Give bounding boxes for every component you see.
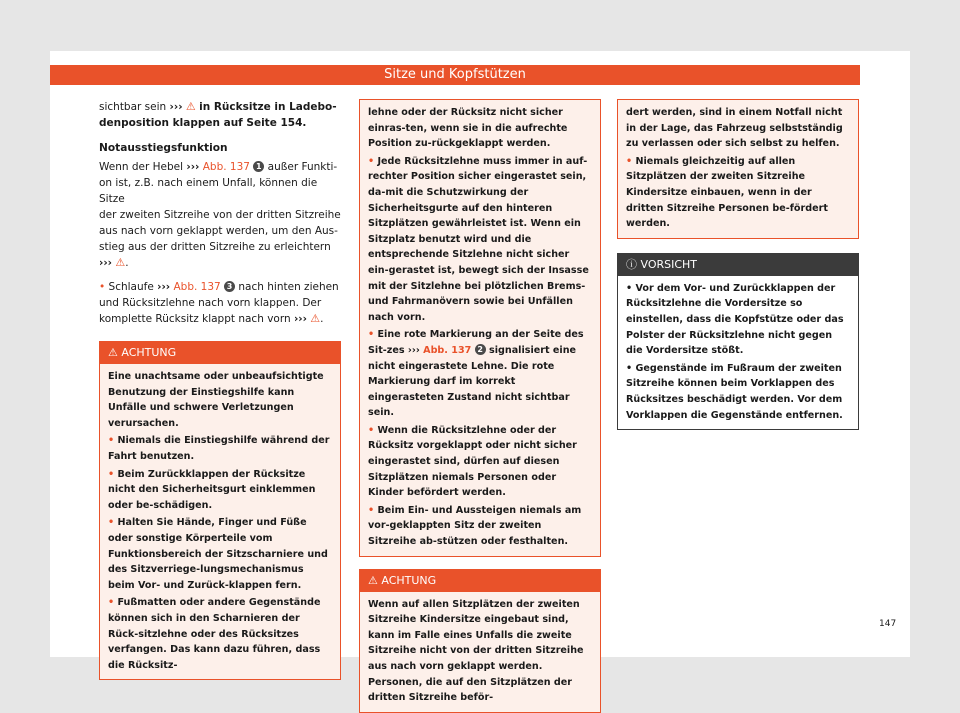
callout-number: 3 [224,281,235,292]
bullet-icon: • [108,517,115,529]
paragraph-schlaufe: • Schlaufe ››› Abb. 137 3 nach hinten ziehen und Rücksitzlehne nach vorn klappen. Der komplette Rücksitz klappt nach vorn ››› ⚠. [99,281,339,325]
text: Wenn der Hebel [99,161,184,173]
warning-item [368,327,592,421]
warning-box-continued [359,99,601,557]
bullet-icon: • [108,468,115,480]
arrows: ››› [157,281,171,293]
caution-box-body [618,276,858,429]
warning-item-text: Halten Sie Hände, Finger und Füße oder sonstige Körperteile vom Funktionsbereich der Sitzscharniere und des Sitzverriege-lungsmechanismus beim Vor- und Zurück-klappen fern. [108,517,328,591]
warning-box-body [100,364,340,679]
bullet-icon: • [108,597,115,609]
bullet-icon: • [368,329,375,341]
warning-item-text: Fußmatten oder andere Gegenstände können sich in den Scharnieren der Rück-sitzlehne oder des Rücksitzes verfangen. Das kann dazu führen, dass die Rücksitz- [108,597,321,671]
caution-item [626,281,850,359]
column-1 [99,99,341,680]
warning-text: Wenn auf allen Sitzplätzen der zweiten Sitzreihe Kindersitze eingebaut sind, kann im Falle eines Unfalls die zweite Sitzreihe nicht von der dritten Sitzreihe aus nach vorn geklappt werden. Personen, die auf den Sitzplätzen der dritten Sitzreihe beför- [368,598,584,704]
bullet-icon: • [368,424,375,436]
section-header: Sitze und Kopfstützen [50,65,860,85]
caution-box-header [618,254,858,276]
warning-box-body [360,592,600,712]
bullet-icon: • [99,281,106,293]
warning-triangle-icon: ⚠ [115,256,126,269]
text: nach hinten ziehen [238,281,339,293]
caution-title: VORSICHT [640,257,698,271]
callout-number: 2 [475,344,486,355]
subsection-title: Notausstiegsfunktion [99,142,228,154]
page-number: 147 [879,619,897,629]
arrows: ››› [407,344,420,356]
warning-title: ACHTUNG [121,346,177,359]
column-3 [617,99,859,430]
text: aus nach vorn geklappt werden, um den Aus- [99,225,338,237]
warning-item [368,154,592,326]
warning-item-text: Eine rote Markierung an der Seite des Sit-zes [368,329,584,356]
warning-cont-text: lehne oder der Rücksitz nicht sicher einras-ten, wenn sie in die aufrechte Position zu-rückgeklappt werden. [368,107,568,150]
warning-item [626,154,850,232]
warning-box-header [100,342,340,364]
callout-number: 1 [253,161,264,172]
warning-item-text: Beim Ein- und Aussteigen niemals am vor-geklappten Sitz der zweiten Sitzreihe ab-stützen oder festhalten. [368,504,582,548]
warning-item [108,515,332,593]
figure-ref-link[interactable]: Abb. 137 [202,161,250,173]
warning-item-text: Wenn die Rücksitzlehne oder der Rücksitz vorgeklappt oder nicht sicher eingerastet sind, dürfen auf diesen Sitzplätzen niemals Personen oder Kinder befördert werden. [368,424,577,499]
intro-text [99,99,341,131]
warning-triangle-icon: ⚠ [368,573,378,587]
text: der zweiten Sitzreihe von der dritten Sitzreihe [99,209,341,221]
warning-item [368,503,592,550]
warning-title: ACHTUNG [381,573,437,587]
bullet-icon: • [626,362,633,374]
caution-item-text: Vor dem Vor- und Zurückklappen der Rücksitzlehne die Vordersitze so einstellen, dass die Kopfstütze oder das Polster der Rücksitzlehne nicht gegen die Vordersitze stößt. [626,282,844,357]
text: Schlaufe [108,281,154,293]
caution-item-text: Gegenstände im Fußraum der zweiten Sitzreihe können beim Vorklappen des Rücksitzes beschädigt werden. Vor dem Vorklappen die Gegenstände entfernen. [626,362,843,421]
info-circle-icon: ⓘ [626,257,637,271]
warning-item-text: Beim Zurückklappen der Rücksitze nicht den Sicherheitsgurt einklemmen oder be-schädigen. [108,468,316,511]
bullet-icon: • [368,155,375,167]
warning-box [99,341,341,680]
text: stieg aus der dritten Sitzreihe zu erleichtern [99,241,331,253]
arrows: ››› [169,101,183,113]
warning-box-header [360,570,600,592]
warning-cont-text: dert werden, sind in einem Notfall nicht in der Lage, das Fahrzeug selbstständig zu verlassen oder sich selbst zu helfen. [626,107,843,150]
warning-box-2 [359,569,601,713]
figure-ref-link[interactable]: Abb. 137 [173,281,221,293]
warning-box-continued [617,99,859,239]
arrows: ››› [293,313,307,325]
warning-item [368,423,592,501]
figure-ref-link[interactable]: Abb. 137 [423,344,472,356]
intro-a: sichtbar sein [99,101,167,113]
bullet-icon: • [368,504,375,516]
warning-item [108,467,332,514]
arrows: ››› [99,257,112,269]
warning-item [108,433,332,464]
warning-item [108,595,332,673]
warning-item-text: Niemals die Einstiegshilfe während der Fahrt benutzen. [108,435,330,462]
text: on ist, z.B. nach einem Unfall, können die Sitze [99,177,318,205]
warning-item-text: Niemals gleichzeitig auf allen Sitzplätzen der zweiten Sitzreihe Kindersitze einbauen, wenn in der dritten Sitzreihe Personen be-fördert werden. [626,155,828,230]
warning-triangle-icon: ⚠ [310,312,321,325]
column-2 [359,99,601,713]
caution-item [626,361,850,423]
warning-lead: Eine unachtsame oder unbeaufsichtigte Benutzung der Einstiegshilfe kann Unfälle und schwere Verletzungen verursachen. [108,371,324,429]
bullet-icon: • [626,282,633,294]
text: außer Funkti- [267,161,338,173]
arrows: ››› [186,161,200,173]
warning-item-text: Jede Rücksitzlehne muss immer in auf-rechter Position sicher eingerastet sein, da-mit die Schutzwirkung der Sicherheitsgurte auf den hinteren Sitzplätzen gewährleistet ist. Wenn ein Sitzplatz benutzt wird und die entsprechende Sitzlehne nicht sicher ein-gerastet ist, bewegt sich der Insasse mit der Sitzlehne bei plötzlichen Brems- und Fahrmanövern sowie bei Unfällen nach vorn. [368,155,589,323]
paragraph-notausstieg: Wenn der Hebel ››› Abb. 137 1 außer Funkti- on ist, z.B. nach einem Unfall, können die Sitze der zweiten Sitzreihe von der dritten Sitzreihe aus nach vorn geklappt werden, um den Aus- stieg aus der dritten Sitzreihe zu erleichtern ››› ⚠. [99,161,341,269]
caution-box [617,253,859,430]
bullet-icon: • [626,155,633,167]
warning-box-body [618,100,858,238]
bullet-icon: • [108,435,115,447]
text: und Rücksitzlehne nach vorn klappen. Der [99,297,322,309]
cross-ref-link-cont[interactable]: denposition klappen auf Seite 154. [99,117,307,129]
warning-triangle-icon: ⚠ [108,346,118,359]
warning-item-text: signalisiert eine nicht eingerastete Lehne. Die rote Markierung darf im korrekt eingerasteten Zustand nicht sichtbar sein. [368,344,577,419]
warning-box-body [360,100,600,556]
cross-ref-link[interactable]: in Rücksitze in Ladebo- [199,101,337,113]
text: komplette Rücksitz klappt nach vorn [99,313,291,325]
warning-triangle-icon: ⚠ [185,100,196,113]
